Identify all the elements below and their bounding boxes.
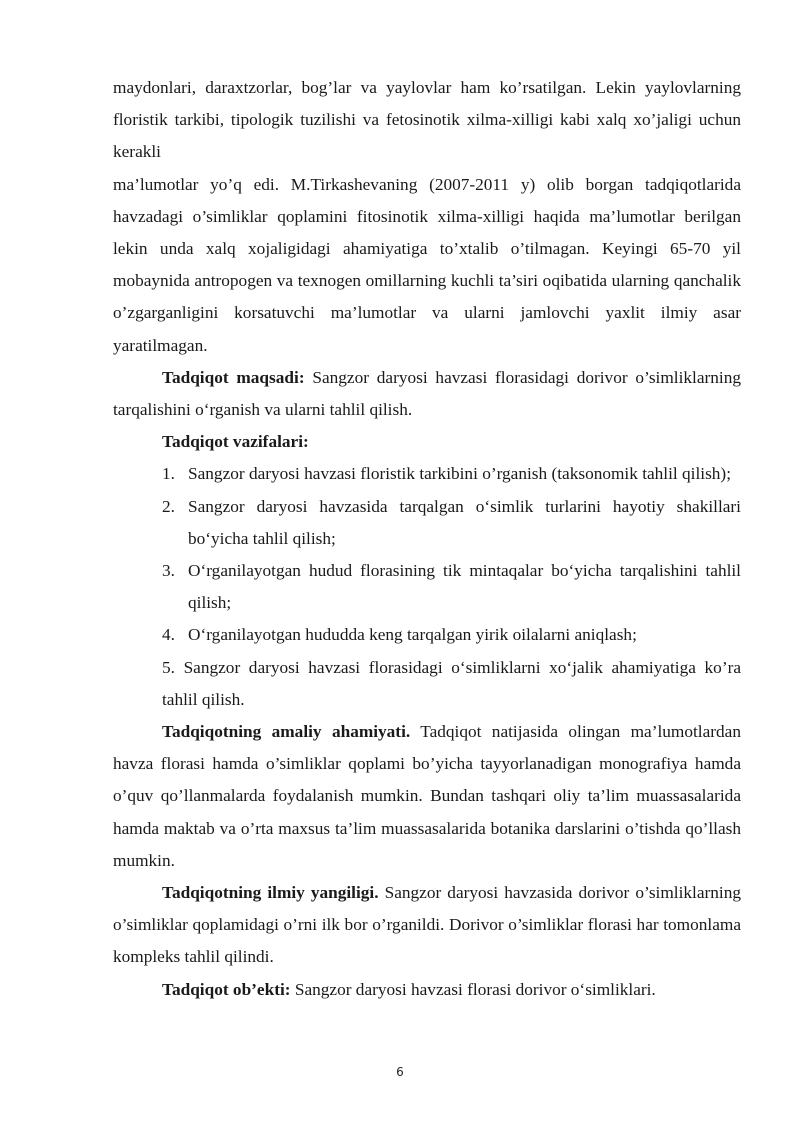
page-number: 6 [396, 1065, 404, 1079]
practical-label: Tadqiqotning amaliy ahamiyati. [162, 722, 411, 742]
list-item [113, 619, 741, 651]
object-text: Sangzor daryosi havzasi florasi dorivor o‘simliklari. [290, 979, 656, 999]
list-item-text: O‘rganilayotgan hududda keng tarqalgan yirik oilalarni aniqlash; [188, 625, 637, 645]
novelty-paragraph [113, 877, 741, 974]
list-item-text: O‘rganilayotgan hudud florasining tik mintaqalar bo‘yicha tarqalishini tahlil qilish; [188, 561, 741, 613]
practical-text: Tadqiqot natijasida olingan ma’lumotlardan havza florasi hamda o’simliklar qoplami bo’yicha tayyorlanadigan monografiya hamda o’quv qo’llanmalarda foydalanish mumkin. Bundan tashqari oliy ta’lim muassasalarida hamda maktab va o’rta maxsus ta’lim muassasalarida botanika darslarini o’tishda qo’llash mumkin. [113, 722, 741, 870]
list-item-number: 2. [162, 496, 175, 516]
novelty-text: Sangzor daryosi havzasida dorivor o’simliklarning o’simliklar qoplamidagi o’rni ilk bor o’rganildi. Dorivor o’simliklar florasi har tomonlama kompleks tahlil qilindi. [113, 883, 741, 967]
aim-paragraph [113, 362, 741, 426]
intro-paragraph-2: ma’lumotlar yo’q edi. M.Tirkashevaning (2007-2011 y) olib borgan tadqiqotlarida havzadagi o’simliklar qoplamini fitosinotik xilma-xilligi haqida ma’lumotlar berilgan lekin unda xalq xojaligidagi ahamiyatiga to’xtalib o’tilmagan. Keyingi 65-70 yil mobaynida antropogen va texnogen omillarning kuchli ta’siri oqibatida ularning qanchalik o’zgarganligini korsatuvchi ma’lumotlar va ularni jamlovchi yaxlit ilmiy asar yaratilmagan. [113, 174, 741, 355]
novelty-label: Tadqiqotning ilmiy yangiligi. [162, 883, 379, 903]
list-item-number: 3. [162, 561, 175, 581]
object-label: Tadqiqot ob’ekti: [162, 979, 291, 999]
list-item-text: Sangzor daryosi havzasida tarqalgan o‘simlik turlarini hayotiy shakillari bo‘yicha tahlil qilish; [188, 496, 741, 548]
list-item [113, 458, 741, 490]
task-item-5: 5. Sangzor daryosi havzasi florasidagi o‘simliklarni xo‘jalik ahamiyatiga ko’ra tahlil qilish. [162, 657, 741, 709]
intro-paragraph-1: maydonlari, daraxtzorlar, bog’lar va yaylovlar ham ko’rsatilgan. Lekin yaylovlarning floristik tarkibi, tipologik tuzilishi va fetosinotik xilma-xilligi kabi xalq xo’jaligi uchun kerakli [113, 78, 741, 162]
object-paragraph [113, 974, 741, 1006]
tasks-heading: Tadqiqot vazifalari: [162, 432, 309, 452]
aim-text: Sangzor daryosi havzasi florasidagi dorivor o’simliklarning tarqalishini o‘rganish va ularni tahlil qilish. [113, 367, 741, 420]
list-item [113, 491, 741, 555]
practical-paragraph [113, 716, 741, 877]
aim-label: Tadqiqot maqsadi: [162, 367, 305, 387]
page-body [113, 72, 741, 1006]
list-item-number: 4. [162, 625, 175, 645]
tasks-list [113, 458, 741, 651]
list-item-number: 1. [162, 464, 175, 484]
list-item-text: Sangzor daryosi havzasi floristik tarkibini o’rganish (taksonomik tahlil qilish); [188, 464, 731, 484]
list-item [113, 555, 741, 619]
